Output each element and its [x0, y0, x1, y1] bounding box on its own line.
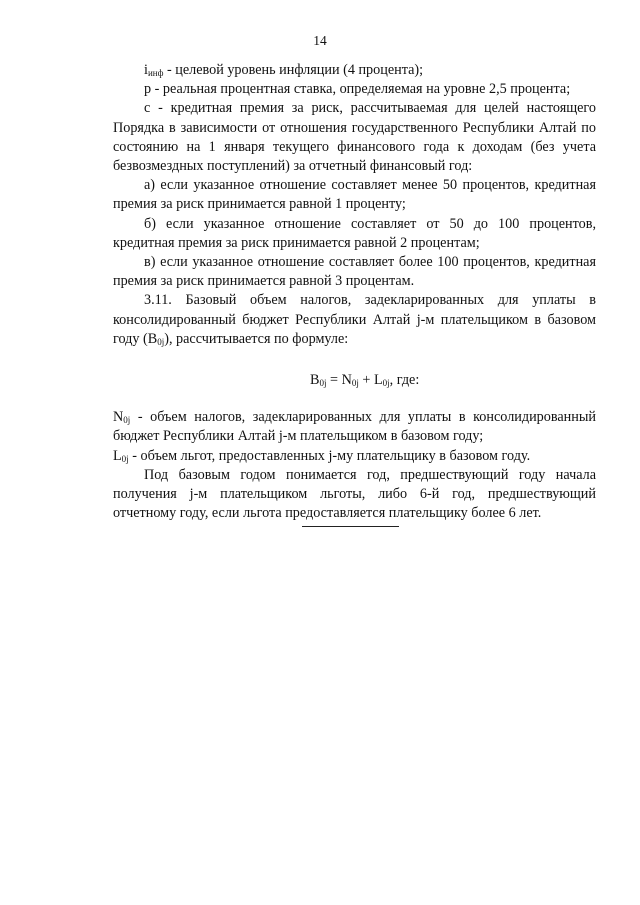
symbol-i-subscript: инф	[147, 68, 164, 78]
section-3-11-text-before: 3.11. Базовый объем налогов, задекларированных для уплаты в консолидированный бюджет Республики Алтай j-м плательщиком в базовом году (B	[113, 292, 596, 347]
symbol-i: i	[144, 62, 148, 78]
definition-n0j-text: - объем налогов, задекларированных для уплаты в консолидированный бюджет Республики Алтай j-м плательщиком в базовом году;	[113, 409, 596, 445]
symbol-l: L	[113, 447, 122, 464]
condition-v: в) если указанное отношение составляет более 100 процентов, кредитная премия за риск принимается равной 3 процентам.	[113, 254, 596, 290]
definition-i-inf-text: - целевой уровень инфляции (4 процента);	[163, 62, 424, 78]
formula-b-subscript: 0j	[319, 378, 327, 389]
section-3-11-subscript: 0j	[157, 336, 165, 347]
definition-i-inf	[113, 61, 596, 80]
formula-tail: , где:	[389, 372, 420, 389]
formula-n-subscript: 0j	[351, 378, 359, 389]
definition-p: p - реальная процентная ставка, определяемая на уровне 2,5 процента;	[144, 81, 571, 98]
formula-plus-l: + L	[358, 372, 383, 389]
document-body	[113, 61, 596, 523]
formula-l-subscript: 0j	[382, 378, 390, 389]
formula-eq-n: = N	[326, 372, 352, 389]
symbol-l-subscript: 0j	[121, 453, 129, 464]
definition-n0j	[113, 408, 596, 446]
symbol-n-subscript: 0j	[123, 415, 131, 426]
condition-a: а) если указанное отношение составляет менее 50 процентов, кредитная премия за риск принимается равной 1 проценту;	[113, 177, 596, 213]
section-3-11-text-after: ), рассчитывается по формуле:	[164, 330, 349, 347]
section-3-11	[113, 291, 596, 349]
end-separator-line	[302, 526, 399, 527]
condition-b: б) если указанное отношение составляет от 50 до 100 процентов, кредитная премия за риск принимается равной 2 процентам;	[113, 215, 596, 251]
definition-c: c - кредитная премия за риск, рассчитываемая для целей настоящего Порядка в зависимости от отношения государственного Республики Алтай по состоянию на 1 января текущего финансового года к доходам (без учета безвозмездных поступлений) за отчетный финансовый год:	[113, 100, 596, 175]
symbol-n: N	[113, 409, 124, 426]
definition-l0j-text: - объем льгот, предоставленных j-му плательщику в базовом году.	[128, 447, 531, 464]
page-number: 14	[313, 33, 327, 48]
definition-l0j	[113, 447, 596, 466]
formula	[113, 371, 596, 390]
formula-b: B	[310, 372, 320, 389]
base-year-paragraph: Под базовым годом понимается год, предшествующий году начала получения j-м плательщиком льготы, либо 6-й год, предшествующий отчетному году, если льгота предоставляется плательщику более 6 лет.	[113, 466, 596, 522]
